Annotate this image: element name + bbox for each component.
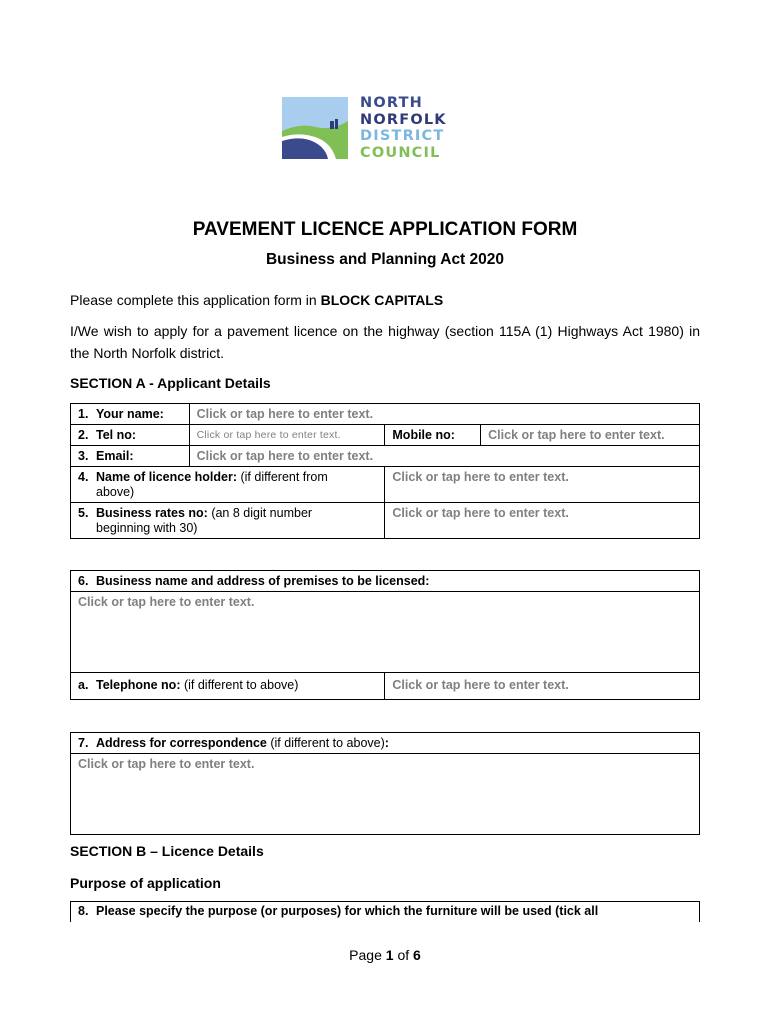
email-label: Email: [96,449,134,463]
table-row [71,592,700,673]
mobile-input[interactable]: Click or tap here to enter text. [481,425,700,446]
correspondence-label: Address for correspondence [96,736,267,750]
purpose-heading: Purpose of application [70,875,221,891]
logo-line-council: COUNCIL [360,144,441,161]
business-rates-label: Business rates no: [96,506,208,520]
total-pages: 6 [413,947,421,963]
business-address-label: Business name and address of premises to be licensed: [96,574,430,588]
licence-holder-input[interactable]: Click or tap here to enter text. [385,467,700,503]
page-footer: Page 1 of 6 [349,947,421,963]
table-row: 2. Tel no: Click or tap here to enter text. Mobile no: Click or tap here to enter text. [71,425,700,446]
current-page: 1 [385,947,394,963]
correspondence-table [70,732,700,835]
section-a-heading: SECTION A - Applicant Details [70,375,271,391]
your-name-input[interactable]: Click or tap here to enter text. [189,404,699,425]
table-row: 3. Email: Click or tap here to enter text. [71,446,700,467]
table-row: 7. Address for correspondence (if different to above): [71,733,700,754]
tel-input[interactable]: Click or tap here to enter text. [189,425,385,446]
section-b-heading: SECTION B – Licence Details [70,843,264,859]
wish-text: I/We wish to apply for a pavement licence on the highway (section 115A (1) Highways Act 1980) in the North Norfolk district. [70,323,700,361]
table-row: 1. Your name: Click or tap here to enter text. [71,404,700,425]
tel-label: Tel no: [96,428,137,442]
telephone-input[interactable]: Click or tap here to enter text. [385,673,700,700]
applicant-details-table [70,403,700,539]
page-subtitle: Business and Planning Act 2020 [265,251,505,268]
table-row: a. Telephone no: (if different to above) Click or tap here to enter text. [71,673,700,700]
table-row [71,754,700,835]
intro-prefix: Please complete this application form in [70,292,321,308]
logo-line-north: NORTH [360,95,424,111]
business-address-table [70,570,700,700]
table-row: 8. Please specify the purpose (or purposes) for which the furniture will be used (tick all [71,902,700,922]
licence-holder-label: Name of licence holder: [96,470,238,484]
council-logo [282,97,462,163]
purpose-table [70,901,700,922]
table-row: 4. Name of licence holder: (if different from above) Click or tap here to enter text. [71,467,700,503]
table-row: 5. Business rates no: (an 8 digit number beginning with 30) Click or tap here to enter text. [71,503,700,539]
intro-text [70,289,700,311]
correspondence-input[interactable]: Click or tap here to enter text. [71,754,700,835]
logo-line-district: DISTRICT [360,128,445,144]
business-address-input[interactable]: Click or tap here to enter text. [71,592,700,673]
council-logo-emblem-icon [282,97,350,161]
purpose-question: Please specify the purpose (or purposes) for which the furniture will be used (tick all [96,904,599,918]
telephone-label: Telephone no: [96,678,181,692]
intro-emphasis: BLOCK CAPITALS [320,292,444,308]
mobile-label: Mobile no: [385,425,481,446]
business-rates-input[interactable]: Click or tap here to enter text. [385,503,700,539]
your-name-label: Your name: [96,407,164,421]
logo-line-norfolk: NORFOLK [360,111,447,128]
table-row: 6. Business name and address of premises to be licensed: [71,571,700,592]
page-title: PAVEMENT LICENCE APPLICATION FORM [192,219,578,240]
email-input[interactable]: Click or tap here to enter text. [189,446,699,467]
